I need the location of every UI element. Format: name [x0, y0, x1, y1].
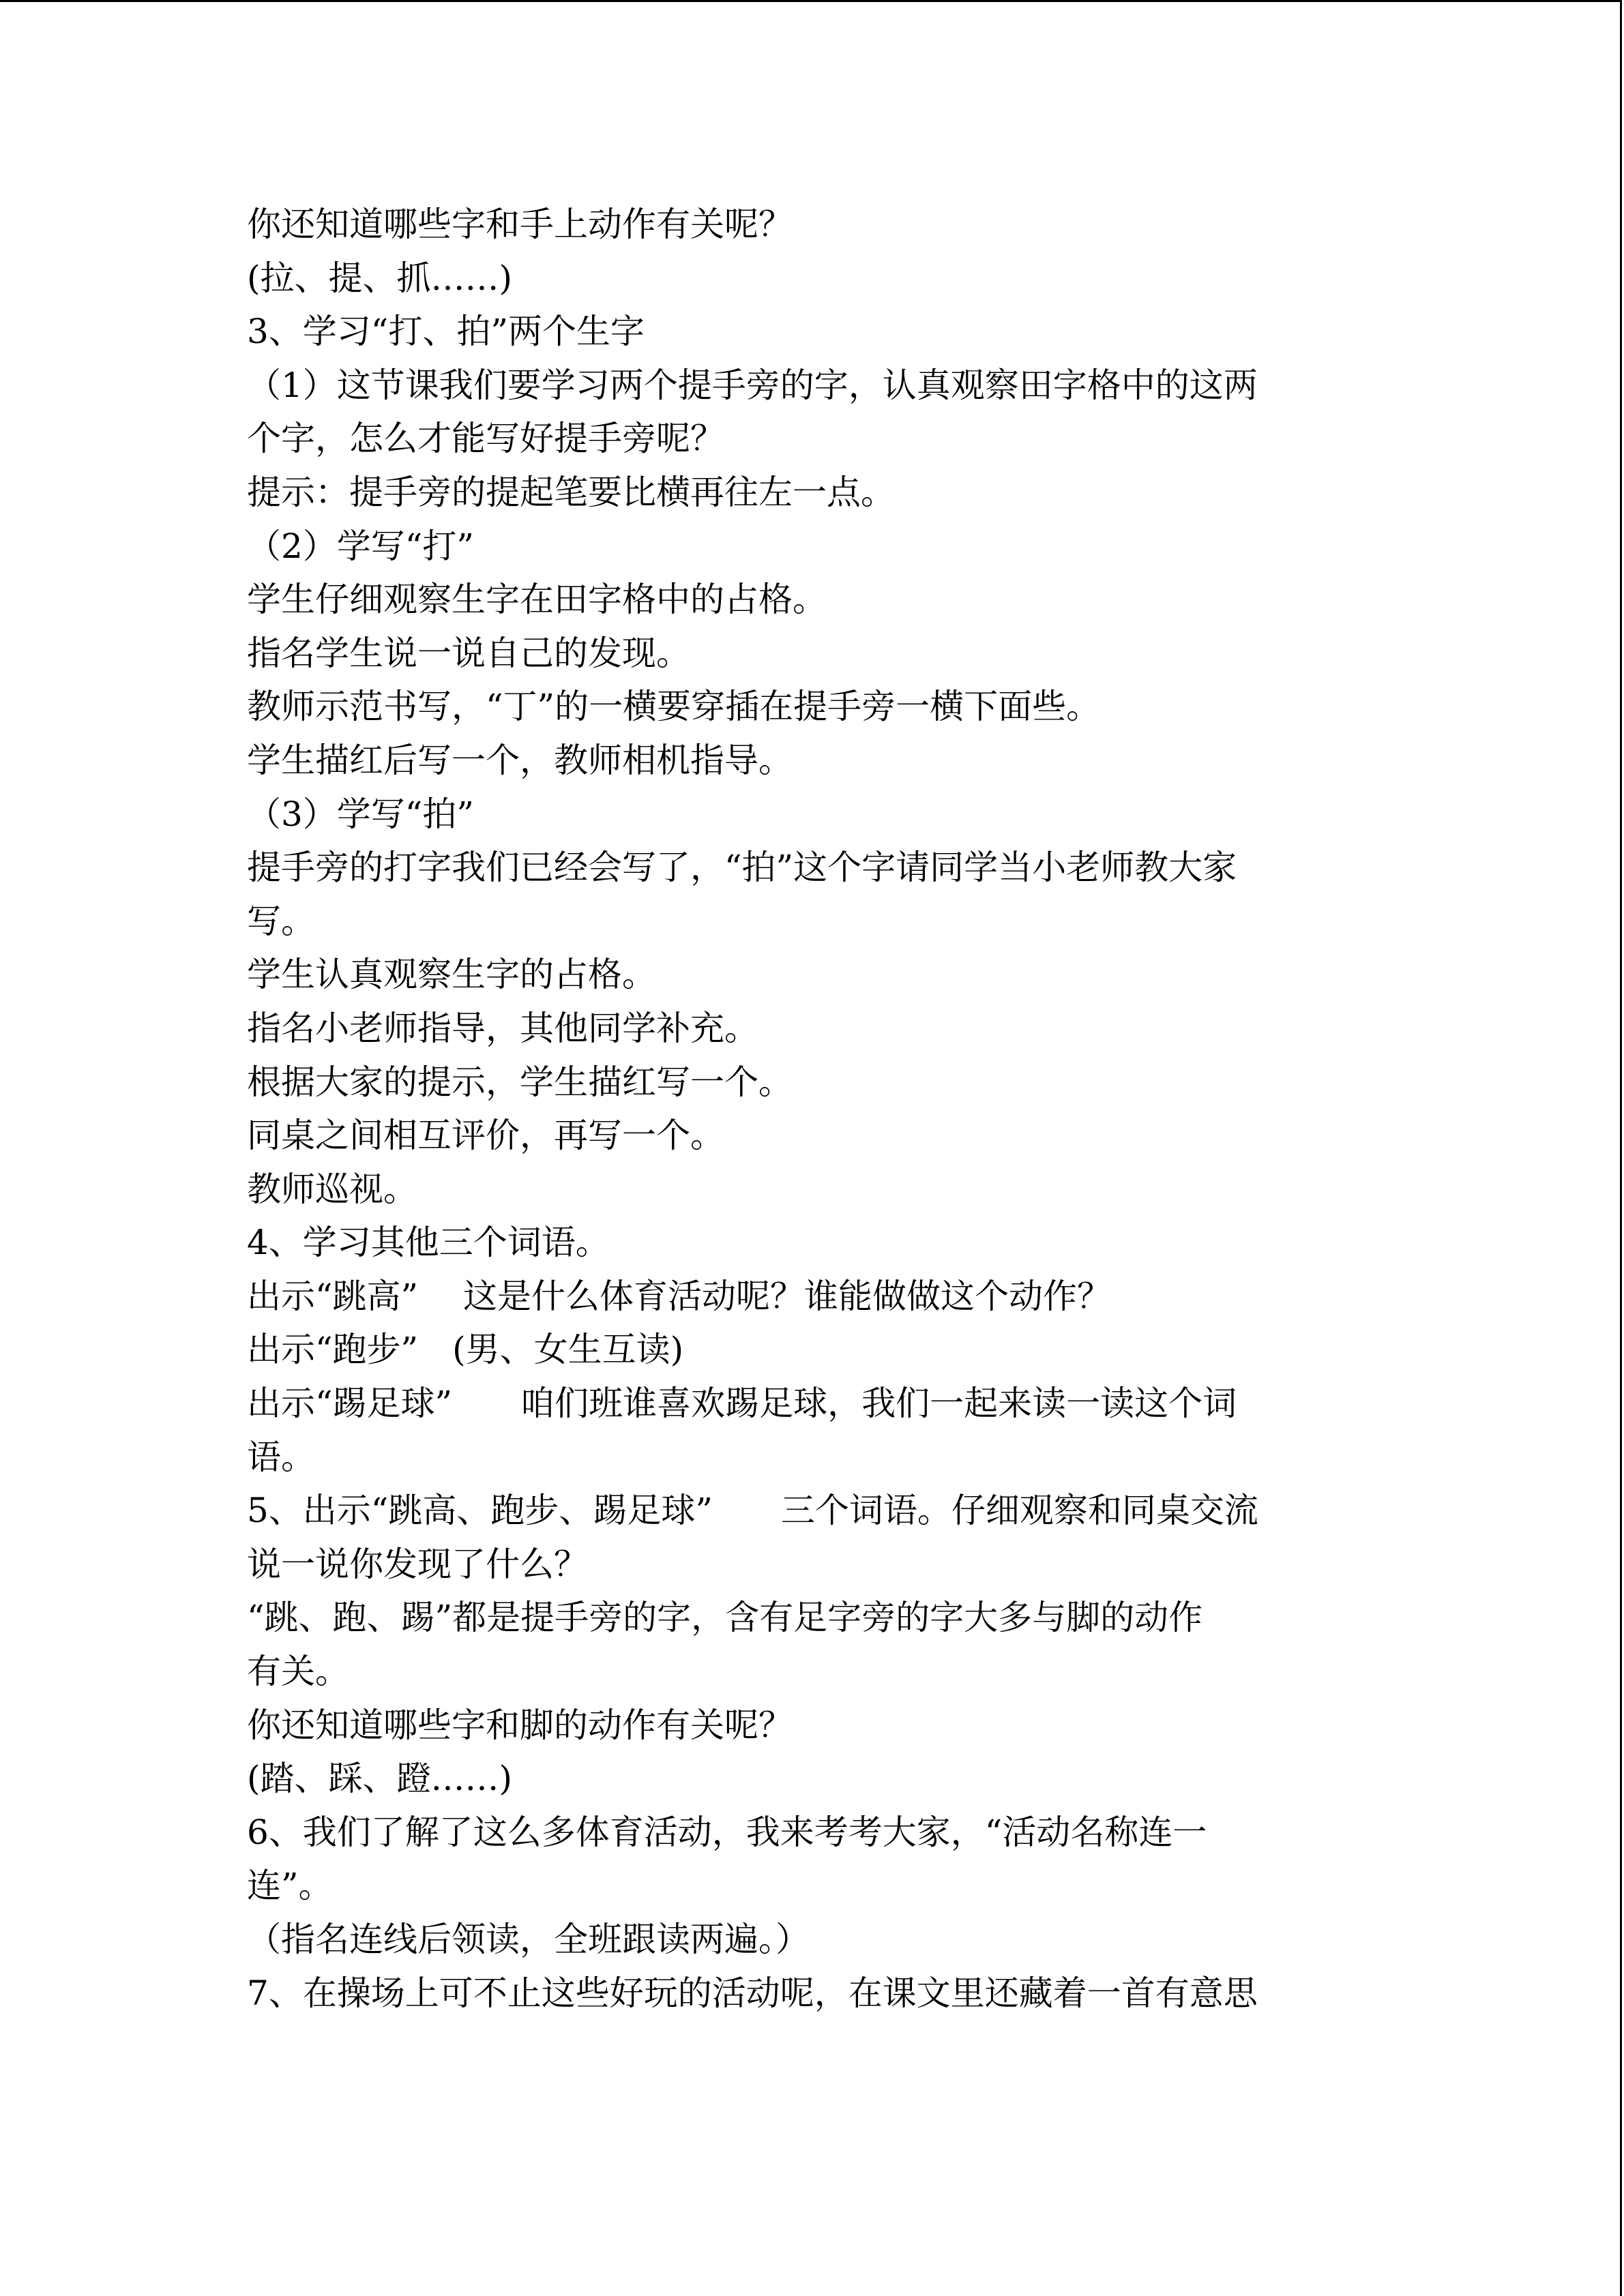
text-line: (踏、踩、蹬……): [247, 1759, 513, 1799]
text-line: 4、学习其他三个词语。: [247, 1223, 610, 1263]
text-line: （2）学写“打”: [247, 526, 474, 566]
text-line: 出示“跳高” 这是什么体育活动呢？谁能做做这个动作？: [247, 1276, 1112, 1316]
text-line: （3）学写“拍”: [247, 794, 474, 834]
text-line: 写。: [247, 901, 315, 941]
text-line: 出示“跑步” (男、女生互读): [247, 1330, 684, 1370]
text-line: 说一说你发现了什么？: [247, 1544, 588, 1584]
text-line: 个字，怎么才能写好提手旁呢？: [247, 419, 724, 459]
text-line: 7、在操场上可不止这些好玩的活动呢，在课文里还藏着一首有意思: [247, 1973, 1258, 2013]
text-line: 你还知道哪些字和手上动作有关呢？: [247, 205, 793, 244]
text-line: 教师巡视。: [247, 1169, 417, 1209]
text-line: 学生认真观察生字的占格。: [247, 955, 656, 995]
text-line: 3、学习“打、拍”两个生字: [247, 312, 645, 352]
text-line: （1）这节课我们要学习两个提手旁的字，认真观察田字格中的这两: [247, 365, 1258, 405]
text-line: 你还知道哪些字和脚的动作有关呢？: [247, 1705, 793, 1745]
text-line: 根据大家的提示，学生描红写一个。: [247, 1062, 793, 1102]
text-line: 6、我们了解了这么多体育活动，我来考考大家，“活动名称连一: [247, 1812, 1207, 1852]
text-line: (拉、提、抓……): [247, 258, 513, 298]
text-line: 学生仔细观察生字在田字格中的占格。: [247, 580, 827, 620]
text-line: 同桌之间相互评价，再写一个。: [247, 1116, 724, 1156]
text-line: 教师示范书写，“丁”的一横要穿插在提手旁一横下面些。: [247, 687, 1101, 727]
text-line: 出示“踢足球” 咱们班谁喜欢踢足球，我们一起来读一读这个词: [247, 1384, 1237, 1424]
text-line: 提示：提手旁的提起笔要比横再往左一点。: [247, 472, 895, 512]
text-line: 指名学生说一说自己的发现。: [247, 633, 690, 673]
text-line: （指名连线后领读，全班跟读两遍。）: [247, 1920, 810, 1959]
text-line: 学生描红后写一个，教师相机指导。: [247, 740, 793, 780]
text-line: 提手旁的打字我们已经会写了，“拍”这个字请同学当小老师教大家: [247, 848, 1237, 888]
text-line: 5、出示“跳高、跑步、踢足球” 三个词语。仔细观察和同桌交流: [247, 1491, 1258, 1531]
text-line: 有关。: [247, 1652, 349, 1692]
text-line: 指名小老师指导，其他同学补充。: [247, 1008, 758, 1048]
text-line: “跳、跑、踢”都是提手旁的字，含有足字旁的字大多与脚的动作: [247, 1598, 1203, 1638]
text-line: 连”。: [247, 1866, 333, 1906]
text-line: 语。: [247, 1437, 315, 1477]
document-body: [247, 198, 1379, 2020]
